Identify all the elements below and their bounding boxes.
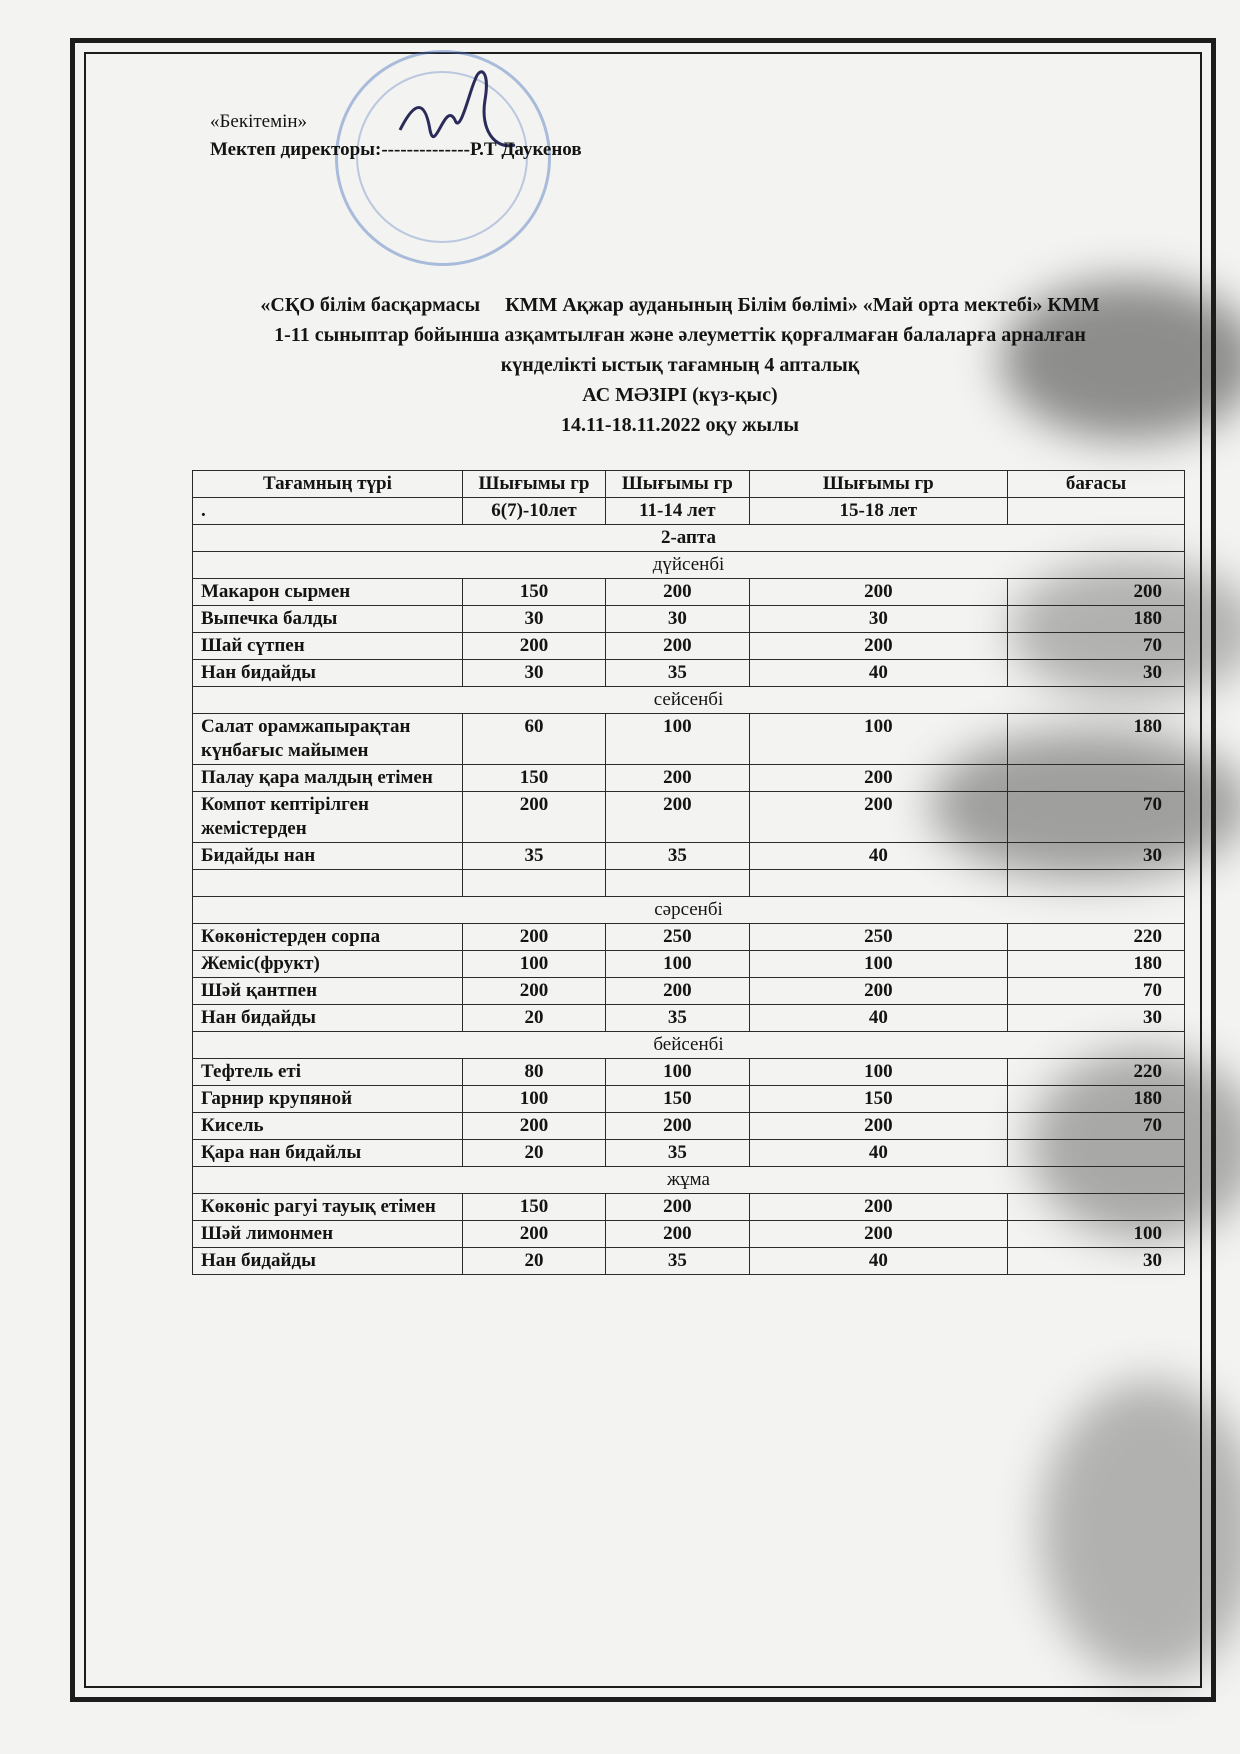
yield-15-18-cell: 250	[749, 924, 1008, 951]
yield-15-18-cell: 100	[749, 1059, 1008, 1086]
yield-6-10-cell: 100	[462, 951, 605, 978]
table-row	[193, 606, 1185, 633]
header-dish: Тағамның түрі	[193, 471, 463, 498]
table-row	[193, 579, 1185, 606]
dish-name-cell: Шәй қантпен	[193, 978, 463, 1005]
menu-table-body	[193, 525, 1185, 1275]
table-row	[193, 1059, 1185, 1086]
yield-6-10-cell: 200	[462, 1221, 605, 1248]
price-cell: 180	[1008, 606, 1185, 633]
yield-15-18-cell: 40	[749, 1005, 1008, 1032]
yield-15-18-cell: 200	[749, 792, 1008, 843]
yield-15-18-cell: 30	[749, 606, 1008, 633]
dish-name-cell: Тефтель еті	[193, 1059, 463, 1086]
table-row	[193, 978, 1185, 1005]
table-row	[193, 924, 1185, 951]
yield-15-18-cell: 100	[749, 714, 1008, 765]
approval-block	[210, 108, 582, 164]
yield-11-14-cell: 100	[606, 951, 749, 978]
approval-signatory	[210, 136, 582, 164]
table-row	[193, 1248, 1185, 1275]
table-row	[193, 1140, 1185, 1167]
yield-6-10-cell: 20	[462, 1005, 605, 1032]
price-cell	[1008, 870, 1185, 897]
header-yield-3: Шығымы гр	[749, 471, 1008, 498]
dish-name-cell: Шәй лимонмен	[193, 1221, 463, 1248]
table-row	[193, 1221, 1185, 1248]
yield-11-14-cell: 250	[606, 924, 749, 951]
table-row	[193, 951, 1185, 978]
yield-15-18-cell: 40	[749, 843, 1008, 870]
dish-name-cell: Выпечка балды	[193, 606, 463, 633]
dish-name-cell: Қара нан бидайлы	[193, 1140, 463, 1167]
age-cell: .	[193, 498, 463, 525]
table-header-row	[193, 471, 1185, 498]
yield-6-10-cell: 30	[462, 660, 605, 687]
heading-line-2: 1-11 сыныптар бойынша азқамтылған және әлеуметтік қорғалмаған балаларға арналған	[274, 324, 1086, 346]
document-heading	[180, 290, 1180, 440]
price-cell: 30	[1008, 1248, 1185, 1275]
yield-11-14-cell: 30	[606, 606, 749, 633]
price-cell: 220	[1008, 1059, 1185, 1086]
yield-11-14-cell: 200	[606, 1113, 749, 1140]
table-row	[193, 1005, 1185, 1032]
table-row	[193, 633, 1185, 660]
yield-11-14-cell: 100	[606, 1059, 749, 1086]
price-cell: 70	[1008, 792, 1185, 843]
yield-11-14-cell: 35	[606, 660, 749, 687]
yield-15-18-cell: 200	[749, 579, 1008, 606]
day-name: сәрсенбі	[193, 897, 1185, 924]
dish-name-cell: Жеміс(фрукт)	[193, 951, 463, 978]
dish-name-cell: Салат орамжапырақтан күнбағыс майымен	[193, 714, 463, 765]
price-cell: 100	[1008, 1221, 1185, 1248]
dish-name-cell: Макарон сырмен	[193, 579, 463, 606]
day-section-row	[193, 1032, 1185, 1059]
yield-11-14-cell: 35	[606, 843, 749, 870]
table-row	[193, 792, 1185, 843]
table-row	[193, 660, 1185, 687]
price-cell: 200	[1008, 579, 1185, 606]
yield-6-10-cell: 20	[462, 1248, 605, 1275]
yield-6-10-cell: 200	[462, 924, 605, 951]
dish-name-cell: Нан бидайды	[193, 1005, 463, 1032]
yield-11-14-cell: 200	[606, 1221, 749, 1248]
yield-11-14-cell: 150	[606, 1086, 749, 1113]
price-cell: 180	[1008, 714, 1185, 765]
approval-title: «Бекітемін»	[210, 111, 308, 132]
yield-15-18-cell: 150	[749, 1086, 1008, 1113]
price-cell: 30	[1008, 660, 1185, 687]
day-name: жұма	[193, 1167, 1185, 1194]
price-cell: 180	[1008, 951, 1185, 978]
yield-15-18-cell	[749, 870, 1008, 897]
yield-6-10-cell: 100	[462, 1086, 605, 1113]
heading-line-3: күнделікті ыстық тағамның 4 апталық	[500, 354, 860, 376]
week-label-row	[193, 525, 1185, 552]
yield-11-14-cell: 35	[606, 1140, 749, 1167]
dish-name-cell	[193, 870, 463, 897]
price-cell: 180	[1008, 1086, 1185, 1113]
header-yield-1: Шығымы гр	[462, 471, 605, 498]
yield-15-18-cell: 200	[749, 1221, 1008, 1248]
price-cell	[1008, 1194, 1185, 1221]
age-cell: 11-14 лет	[606, 498, 749, 525]
dish-name-cell: Нан бидайды	[193, 1248, 463, 1275]
yield-15-18-cell: 200	[749, 978, 1008, 1005]
heading-line-1: «СҚО білім басқармасы КММ Ақжар ауданының Білім бөлімі» «Май орта мектебі» КММ	[260, 294, 1100, 316]
yield-11-14-cell	[606, 870, 749, 897]
yield-11-14-cell: 200	[606, 765, 749, 792]
yield-6-10-cell: 60	[462, 714, 605, 765]
table-row	[193, 714, 1185, 765]
price-cell: 70	[1008, 1113, 1185, 1140]
yield-6-10-cell: 150	[462, 765, 605, 792]
director-name: Р.Т Даукенов	[469, 139, 582, 160]
yield-11-14-cell: 35	[606, 1248, 749, 1275]
yield-6-10-cell: 35	[462, 843, 605, 870]
heading-line-5: 14.11-18.11.2022 оқу жылы	[561, 414, 799, 436]
yield-11-14-cell: 100	[606, 714, 749, 765]
dish-name-cell: Компот кептірілген жемістерден	[193, 792, 463, 843]
day-section-row	[193, 1167, 1185, 1194]
menu-table	[192, 470, 1185, 1275]
age-cell: 6(7)-10лет	[462, 498, 605, 525]
yield-11-14-cell: 200	[606, 978, 749, 1005]
yield-15-18-cell: 200	[749, 765, 1008, 792]
yield-15-18-cell: 200	[749, 633, 1008, 660]
dish-name-cell: Көкөніс рагуі тауық етімен	[193, 1194, 463, 1221]
age-group-row	[193, 498, 1185, 525]
day-section-row	[193, 687, 1185, 714]
heading-line-4: АС МӘЗІРІ (күз-қыс)	[582, 384, 778, 406]
day-section-row	[193, 897, 1185, 924]
yield-6-10-cell: 150	[462, 1194, 605, 1221]
week-label: 2-апта	[193, 525, 1185, 552]
price-cell: 220	[1008, 924, 1185, 951]
yield-6-10-cell: 200	[462, 633, 605, 660]
day-name: дүйсенбі	[193, 552, 1185, 579]
day-section-row	[193, 552, 1185, 579]
yield-11-14-cell: 200	[606, 1194, 749, 1221]
yield-6-10-cell	[462, 870, 605, 897]
yield-6-10-cell: 150	[462, 579, 605, 606]
table-row	[193, 843, 1185, 870]
header-price: бағасы	[1008, 471, 1185, 498]
price-cell: 70	[1008, 633, 1185, 660]
approval-role: Мектеп директоры:	[210, 139, 382, 160]
yield-11-14-cell: 200	[606, 633, 749, 660]
table-row	[193, 765, 1185, 792]
age-cell: 15-18 лет	[749, 498, 1008, 525]
table-row	[193, 1194, 1185, 1221]
yield-15-18-cell: 40	[749, 660, 1008, 687]
price-cell	[1008, 1140, 1185, 1167]
signature-line: --------------	[381, 139, 470, 160]
yield-6-10-cell: 80	[462, 1059, 605, 1086]
yield-15-18-cell: 40	[749, 1140, 1008, 1167]
table-row	[193, 1086, 1185, 1113]
yield-6-10-cell: 200	[462, 1113, 605, 1140]
table-row	[193, 1113, 1185, 1140]
yield-15-18-cell: 40	[749, 1248, 1008, 1275]
dish-name-cell: Гарнир крупяной	[193, 1086, 463, 1113]
yield-6-10-cell: 30	[462, 606, 605, 633]
dish-name-cell: Кисель	[193, 1113, 463, 1140]
price-cell: 30	[1008, 843, 1185, 870]
table-row	[193, 870, 1185, 897]
dish-name-cell: Палау қара малдың етімен	[193, 765, 463, 792]
header-yield-2: Шығымы гр	[606, 471, 749, 498]
yield-6-10-cell: 20	[462, 1140, 605, 1167]
day-name: бейсенбі	[193, 1032, 1185, 1059]
dish-name-cell: Шай сүтпен	[193, 633, 463, 660]
price-cell	[1008, 765, 1185, 792]
yield-11-14-cell: 35	[606, 1005, 749, 1032]
price-cell: 30	[1008, 1005, 1185, 1032]
day-name: сейсенбі	[193, 687, 1185, 714]
dish-name-cell: Бидайды нан	[193, 843, 463, 870]
dish-name-cell: Көкөністерден сорпа	[193, 924, 463, 951]
yield-11-14-cell: 200	[606, 579, 749, 606]
yield-15-18-cell: 200	[749, 1194, 1008, 1221]
price-cell: 70	[1008, 978, 1185, 1005]
yield-15-18-cell: 200	[749, 1113, 1008, 1140]
age-cell	[1008, 498, 1185, 525]
yield-6-10-cell: 200	[462, 792, 605, 843]
yield-15-18-cell: 100	[749, 951, 1008, 978]
yield-11-14-cell: 200	[606, 792, 749, 843]
yield-6-10-cell: 200	[462, 978, 605, 1005]
dish-name-cell: Нан бидайды	[193, 660, 463, 687]
